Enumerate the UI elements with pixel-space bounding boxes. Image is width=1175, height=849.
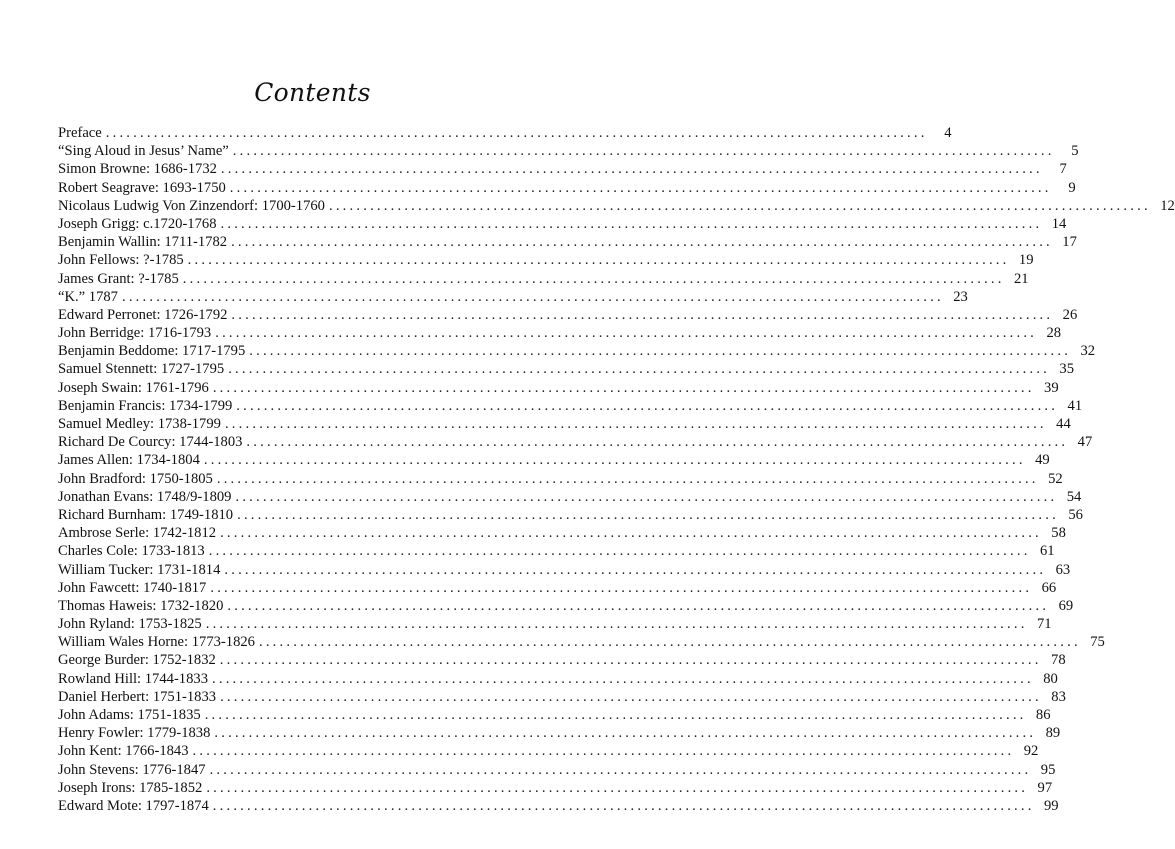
page-title: Contents — [254, 78, 371, 107]
toc-entry-title: Samuel Medley: 1738-1799 — [58, 416, 221, 432]
toc-entry — [58, 179, 1076, 197]
toc-entry-page-number: 99 — [1044, 797, 1059, 814]
toc-entry — [58, 506, 1083, 524]
dot-leader: ........................................................................................................................ — [258, 634, 1081, 651]
toc-entry-page-number: 47 — [1077, 434, 1093, 451]
dot-leader: ........................................................................................................................ — [227, 597, 1050, 614]
toc-entry-title: Richard De Courcy: 1744-1803 — [58, 434, 243, 451]
dot-leader: ........................................................................................................................ — [187, 252, 1010, 269]
toc-entry-title: Nicolaus Ludwig Von Zinzendorf: 1700-1760 — [58, 197, 325, 214]
toc-entry — [58, 542, 1055, 560]
toc-entry-page-number: 97 — [1037, 779, 1053, 796]
toc-entry — [58, 633, 1105, 651]
dot-leader: ........................................................................................................................ — [231, 306, 1054, 323]
toc-entry-title: “K.” 1787 — [58, 288, 118, 305]
toc-entry — [58, 797, 1059, 815]
toc-entry-page-number: 78 — [1051, 652, 1066, 669]
toc-entry-page-number: 56 — [1068, 506, 1083, 523]
toc-entry-title: Richard Burnham: 1749-1810 — [58, 506, 234, 523]
dot-leader: ........................................................................................................................ — [219, 652, 1042, 669]
toc-entry-title: Ambrose Serle: 1742-1812 — [58, 525, 217, 542]
toc-entry-page-number: 54 — [1066, 488, 1082, 505]
toc-entry — [58, 142, 1079, 160]
toc-entry — [58, 742, 1039, 760]
dot-leader: ........................................................................................................................ — [220, 525, 1042, 542]
dot-leader: ........................................................................................................................ — [220, 161, 1043, 178]
toc-entry-title: James Grant: ?-1785 — [58, 270, 179, 287]
toc-entry — [58, 451, 1050, 469]
toc-entry-page-number: 83 — [1051, 688, 1066, 705]
toc-entry-page-number: 12 — [1160, 197, 1175, 214]
toc-entry-title: John Adams: 1751-1835 — [58, 707, 201, 723]
toc-entry — [58, 379, 1059, 397]
toc-entry-page-number: 89 — [1045, 725, 1061, 742]
dot-leader: ........................................................................................................................ — [229, 179, 1052, 196]
toc-entry — [58, 342, 1096, 360]
dot-leader: ........................................................................................................................ — [224, 416, 1047, 432]
toc-entry-title: Benjamin Francis: 1734-1799 — [58, 397, 233, 414]
toc-entry — [58, 251, 1034, 269]
toc-entry-page-number: 66 — [1041, 579, 1057, 596]
toc-entry — [58, 197, 1175, 215]
dot-leader: ........................................................................................................................ — [220, 688, 1042, 705]
toc-entry-title: John Fellows: ?-1785 — [58, 252, 184, 269]
toc-entry — [58, 397, 1083, 415]
toc-entry — [58, 761, 1056, 779]
toc-entry — [58, 360, 1075, 378]
dot-leader: ........................................................................................................................ — [214, 725, 1037, 742]
toc-entry-title: Benjamin Wallin: 1711-1782 — [58, 234, 228, 251]
toc-entry-page-number: 41 — [1067, 397, 1083, 414]
toc-entry-page-number: 4 — [944, 125, 952, 141]
toc-entry — [58, 579, 1057, 597]
toc-entry-page-number: 44 — [1056, 416, 1071, 432]
dot-leader: ........................................................................................................................ — [192, 743, 1015, 760]
dot-leader: ........................................................................................................................ — [205, 616, 1028, 633]
toc-entry-page-number: 61 — [1039, 543, 1055, 560]
dot-leader: ........................................................................................................................ — [105, 125, 928, 141]
dot-leader: ........................................................................................................................ — [206, 779, 1029, 796]
toc-entry-title: John Ryland: 1753-1825 — [58, 616, 202, 633]
toc-entry — [58, 615, 1052, 633]
toc-entry — [58, 288, 968, 306]
toc-entry — [58, 651, 1066, 669]
toc-entry-page-number: 63 — [1055, 561, 1071, 578]
toc-entry-title: James Allen: 1734-1804 — [58, 452, 200, 469]
toc-entry-page-number: 21 — [1014, 270, 1029, 287]
toc-entry — [58, 270, 1029, 288]
toc-entry-page-number: 23 — [953, 288, 968, 305]
toc-entry — [58, 415, 1071, 433]
toc-entry-title: “Sing Aloud in Jesus’ Name” — [58, 143, 229, 160]
dot-leader: ........................................................................................................................ — [249, 343, 1072, 360]
toc-entry-title: Edward Mote: 1797-1874 — [58, 797, 209, 814]
toc-entry-title: John Berridge: 1716-1793 — [58, 325, 212, 342]
toc-entry-page-number: 26 — [1062, 306, 1078, 323]
toc-entry — [58, 688, 1066, 706]
toc-entry — [58, 233, 1077, 251]
toc-entry-page-number: 7 — [1059, 161, 1067, 178]
toc-entry-page-number: 28 — [1046, 325, 1062, 342]
toc-entry — [58, 160, 1067, 178]
toc-entry-page-number: 75 — [1090, 634, 1105, 651]
toc-entry — [58, 724, 1061, 742]
toc-entry-page-number: 92 — [1023, 743, 1039, 760]
toc-entry-title: Daniel Herbert: 1751-1833 — [58, 688, 217, 705]
dot-leader: ........................................................................................................................ — [235, 488, 1058, 505]
toc-entry — [58, 124, 952, 142]
toc-entry-page-number: 69 — [1058, 597, 1074, 614]
toc-entry — [58, 524, 1066, 542]
dot-leader: ........................................................................................................................ — [121, 288, 944, 305]
toc-entry-page-number: 80 — [1043, 670, 1058, 687]
dot-leader: ........................................................................................................................ — [216, 470, 1039, 487]
dot-leader: ........................................................................................................................ — [328, 197, 1151, 214]
toc-entry-page-number: 5 — [1071, 143, 1079, 160]
toc-entry-page-number: 9 — [1068, 179, 1076, 196]
toc-entry-page-number: 86 — [1035, 707, 1051, 723]
toc-entry — [58, 324, 1062, 342]
toc-entry-title: John Fawcett: 1740-1817 — [58, 579, 207, 596]
toc-entry-title: John Bradford: 1750-1805 — [58, 470, 213, 487]
toc-entry-page-number: 58 — [1051, 525, 1066, 542]
toc-entry — [58, 670, 1058, 688]
toc-entry-title: Preface — [58, 125, 102, 141]
dot-leader: ........................................................................................................................ — [212, 670, 1034, 687]
toc-entry-title: Joseph Irons: 1785-1852 — [58, 779, 203, 796]
toc-entry-title: Rowland Hill: 1744-1833 — [58, 670, 208, 687]
dot-leader: ........................................................................................................................ — [215, 325, 1038, 342]
toc-entry-title: William Wales Horne: 1773-1826 — [58, 634, 255, 651]
toc-entry-title: William Tucker: 1731-1814 — [58, 561, 221, 578]
toc-entry-title: Jonathan Evans: 1748/9-1809 — [58, 488, 232, 505]
toc-entry-title: Joseph Grigg: c.1720-1768 — [58, 215, 217, 232]
toc-entry-title: Samuel Stennett: 1727-1795 — [58, 361, 225, 378]
toc-entry — [58, 561, 1071, 579]
toc-entry-page-number: 95 — [1040, 761, 1056, 778]
toc-entry — [58, 488, 1082, 506]
toc-entry-title: John Kent: 1766-1843 — [58, 743, 189, 760]
toc-entry — [58, 779, 1053, 797]
toc-entry — [58, 597, 1074, 615]
dot-leader: ........................................................................................................................ — [203, 452, 1026, 469]
dot-leader: ........................................................................................................................ — [204, 707, 1027, 723]
toc-entry-title: Simon Browne: 1686-1732 — [58, 161, 217, 178]
toc-entry-title: Benjamin Beddome: 1717-1795 — [58, 343, 246, 360]
dot-leader: ........................................................................................................................ — [231, 234, 1053, 251]
dot-leader: ........................................................................................................................ — [208, 543, 1031, 560]
toc-entry-page-number: 49 — [1035, 452, 1050, 469]
toc-entry-page-number: 32 — [1080, 343, 1096, 360]
toc-entry-title: George Burder: 1752-1832 — [58, 652, 216, 669]
toc-entry-page-number: 71 — [1036, 616, 1052, 633]
table-of-contents — [58, 124, 1175, 815]
toc-entry-title: Joseph Swain: 1761-1796 — [58, 379, 209, 396]
dot-leader: ........................................................................................................................ — [246, 434, 1069, 451]
toc-entry — [58, 470, 1063, 488]
dot-leader: ........................................................................................................................ — [232, 143, 1055, 160]
toc-entry-title: Charles Cole: 1733-1813 — [58, 543, 205, 560]
toc-entry — [58, 433, 1093, 451]
toc-entry-page-number: 19 — [1018, 252, 1034, 269]
toc-entry — [58, 306, 1078, 324]
toc-entry-title: Henry Fowler: 1779-1838 — [58, 725, 211, 742]
dot-leader: ........................................................................................................................ — [224, 561, 1047, 578]
toc-entry-page-number: 39 — [1044, 379, 1059, 396]
toc-entry-title: Thomas Haweis: 1732-1820 — [58, 597, 224, 614]
dot-leader: ........................................................................................................................ — [236, 397, 1059, 414]
toc-entry-title: Edward Perronet: 1726-1792 — [58, 306, 228, 323]
dot-leader: ........................................................................................................................ — [182, 270, 1005, 287]
toc-entry-title: John Stevens: 1776-1847 — [58, 761, 206, 778]
dot-leader: ........................................................................................................................ — [237, 506, 1059, 523]
toc-entry-page-number: 35 — [1059, 361, 1075, 378]
toc-entry — [58, 706, 1051, 724]
dot-leader: ........................................................................................................................ — [212, 797, 1035, 814]
toc-entry — [58, 215, 1067, 233]
dot-leader: ........................................................................................................................ — [228, 361, 1051, 378]
dot-leader: ........................................................................................................................ — [209, 761, 1032, 778]
dot-leader: ........................................................................................................................ — [212, 379, 1035, 396]
toc-entry-page-number: 17 — [1062, 234, 1077, 251]
dot-leader: ........................................................................................................................ — [220, 215, 1043, 232]
toc-entry-page-number: 52 — [1048, 470, 1063, 487]
dot-leader: ........................................................................................................................ — [210, 579, 1033, 596]
toc-entry-page-number: 14 — [1051, 215, 1067, 232]
toc-entry-title: Robert Seagrave: 1693-1750 — [58, 179, 226, 196]
